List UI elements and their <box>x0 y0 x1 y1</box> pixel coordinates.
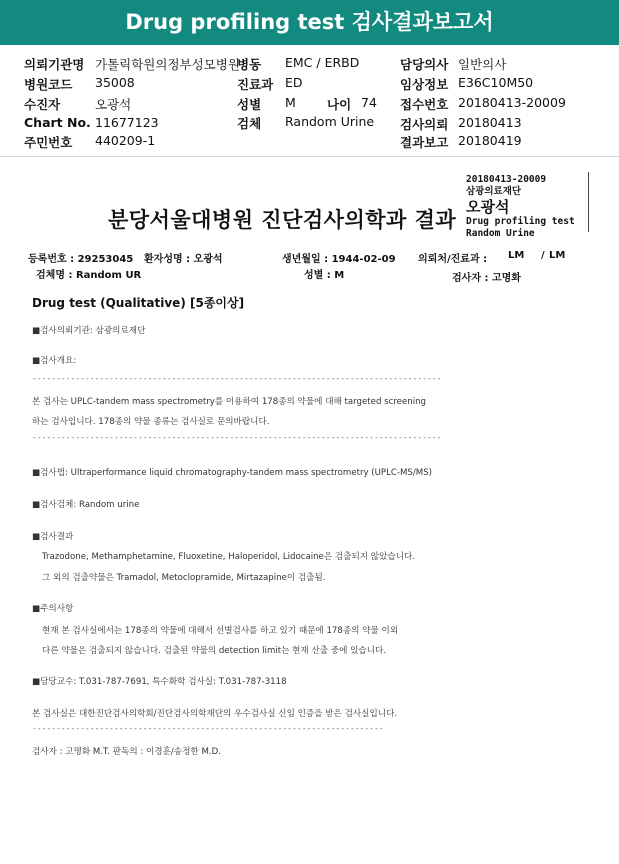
patient-reg-no: 등록번호 : 29253045 <box>28 254 134 265</box>
label-age: 나이 <box>327 97 352 112</box>
scanned-report <box>16 168 619 864</box>
label-requesting-org: 의뢰기관명 <box>24 57 85 72</box>
label-request-date: 검사의뢰 <box>400 117 449 132</box>
line-result-2: 그 외의 검출약물은 Tramadol, Metoclopramide, Mirtazapine이 검출됨. <box>42 573 326 583</box>
line-caution-2: 다른 약물은 검출되지 않습니다. 검출된 약물의 detection limit는 현재 산출 중에 있습니다. <box>42 646 387 656</box>
corner-patient: 오광석 <box>466 198 510 216</box>
line-result-1: Trazodone, Methamphetamine, Fluoxetine, Haloperidol, Lidocaine은 검출되지 않았습니다. <box>42 552 416 562</box>
corner-number: 20180413-20009 <box>466 174 547 185</box>
info-grid <box>0 48 619 154</box>
line-result-title: ■검사결과 <box>32 532 74 542</box>
patient-dept-sep: / <box>541 250 545 261</box>
label-hospital-code: 병원코드 <box>24 77 73 92</box>
report-title: Drug profiling test 검사결과보고서 <box>125 10 494 34</box>
patient-birth: 생년월일 : 1944-02-09 <box>282 254 396 265</box>
label-receipt-no: 접수번호 <box>400 97 449 112</box>
line-cert: 본 검사실은 대한진단검사의학회/진단검사의학재단의 우수검사실 신임 인증을 받은 검사실입니다. <box>32 709 398 719</box>
line-caution-1: 현재 본 검사실에서는 178종의 약물에 대해서 선별검사를 하고 있기 때문에 178종의 약물 이외 <box>42 626 399 636</box>
value-department: ED <box>285 75 303 90</box>
label-patient: 수진자 <box>24 97 61 112</box>
value-receipt-no: 20180413-20009 <box>458 95 566 110</box>
label-physician: 담당의사 <box>400 57 449 72</box>
label-department: 진료과 <box>237 77 274 92</box>
report-title-bar <box>0 0 619 45</box>
dash-line-3: ------------------------------------------------------------------------- <box>32 724 384 733</box>
patient-examiner: 검사자 : 고명화 <box>452 273 521 284</box>
label-report-date: 결과보고 <box>400 135 449 150</box>
value-resident-no: 440209-1 <box>95 133 156 148</box>
corner-test: Drug profiling test <box>466 216 575 227</box>
line-overview-2: 하는 검사입니다. 178종의 약물 종류는 검사실로 문의바랍니다. <box>32 417 270 427</box>
patient-sex: 성별 : M <box>304 270 345 281</box>
patient-specimen: 검체명 : Random UR <box>36 270 142 281</box>
report-corner-block <box>466 174 575 240</box>
section-title: Drug test (Qualitative) [5종이상] <box>32 296 245 310</box>
line-signature: 검사자 : 고명화 M.T. 판독의 : 이경훈/송정한 M.D. <box>32 747 221 757</box>
value-requesting-org: 가톨릭학원의정부성모병원 <box>95 57 240 72</box>
label-chart-no: Chart No. <box>24 115 91 130</box>
line-specimen: ■검사검체: Random urine <box>32 500 140 510</box>
corner-specimen: Random Urine <box>466 228 535 239</box>
value-clinical-info: E36C10M50 <box>458 75 534 90</box>
label-specimen: 검체 <box>237 116 262 131</box>
line-contact: ■담당교수: T.031-787-7691, 특수화학 검사실: T.031-787-3118 <box>32 677 287 687</box>
value-sex: M <box>285 95 296 110</box>
value-hospital-code: 35008 <box>95 75 135 90</box>
value-physician: 일반의사 <box>458 57 507 72</box>
dash-line-2: ------------------------------------------------------------------------------------- <box>32 433 442 442</box>
hospital-title: 분당서울대병원 진단검사의학과 결과 <box>108 208 457 232</box>
label-sex: 성별 <box>237 97 262 112</box>
label-resident-no: 주민번호 <box>24 135 73 150</box>
value-request-date: 20180413 <box>458 115 522 130</box>
patient-dept-2: LM <box>549 250 566 261</box>
value-chart-no: 11677123 <box>95 115 159 130</box>
line-agency: ■검사의뢰기관: 삼광의료재단 <box>32 326 146 336</box>
label-ward: 병동 <box>237 57 262 72</box>
value-ward: EMC / ERBD <box>285 55 360 70</box>
label-clinical-info: 임상정보 <box>400 77 449 92</box>
patient-name: 환자성명 : 오광석 <box>144 254 223 265</box>
patient-dept-label: 의뢰처/진료과 : <box>418 254 488 265</box>
dash-line-1: ------------------------------------------------------------------------------------- <box>32 374 442 383</box>
value-report-date: 20180419 <box>458 133 522 148</box>
line-caution-title: ■주의사항 <box>32 604 74 614</box>
line-overview-1: 본 검사는 UPLC-tandem mass spectrometry를 이용하여 178종의 약물에 대해 targeted screening <box>32 397 426 407</box>
corner-org: 삼광의료재단 <box>466 186 522 197</box>
patient-dept-1: LM <box>508 250 525 261</box>
line-overview-title: ■검사개요: <box>32 356 77 366</box>
value-age: 74 <box>361 95 377 110</box>
value-specimen: Random Urine <box>285 114 375 129</box>
report-edge-line <box>588 172 589 232</box>
line-method: ■검사법: Ultraperformance liquid chromatography-tandem mass spectrometry (UPLC-MS/MS) <box>32 468 432 478</box>
value-patient: 오광석 <box>95 97 132 112</box>
